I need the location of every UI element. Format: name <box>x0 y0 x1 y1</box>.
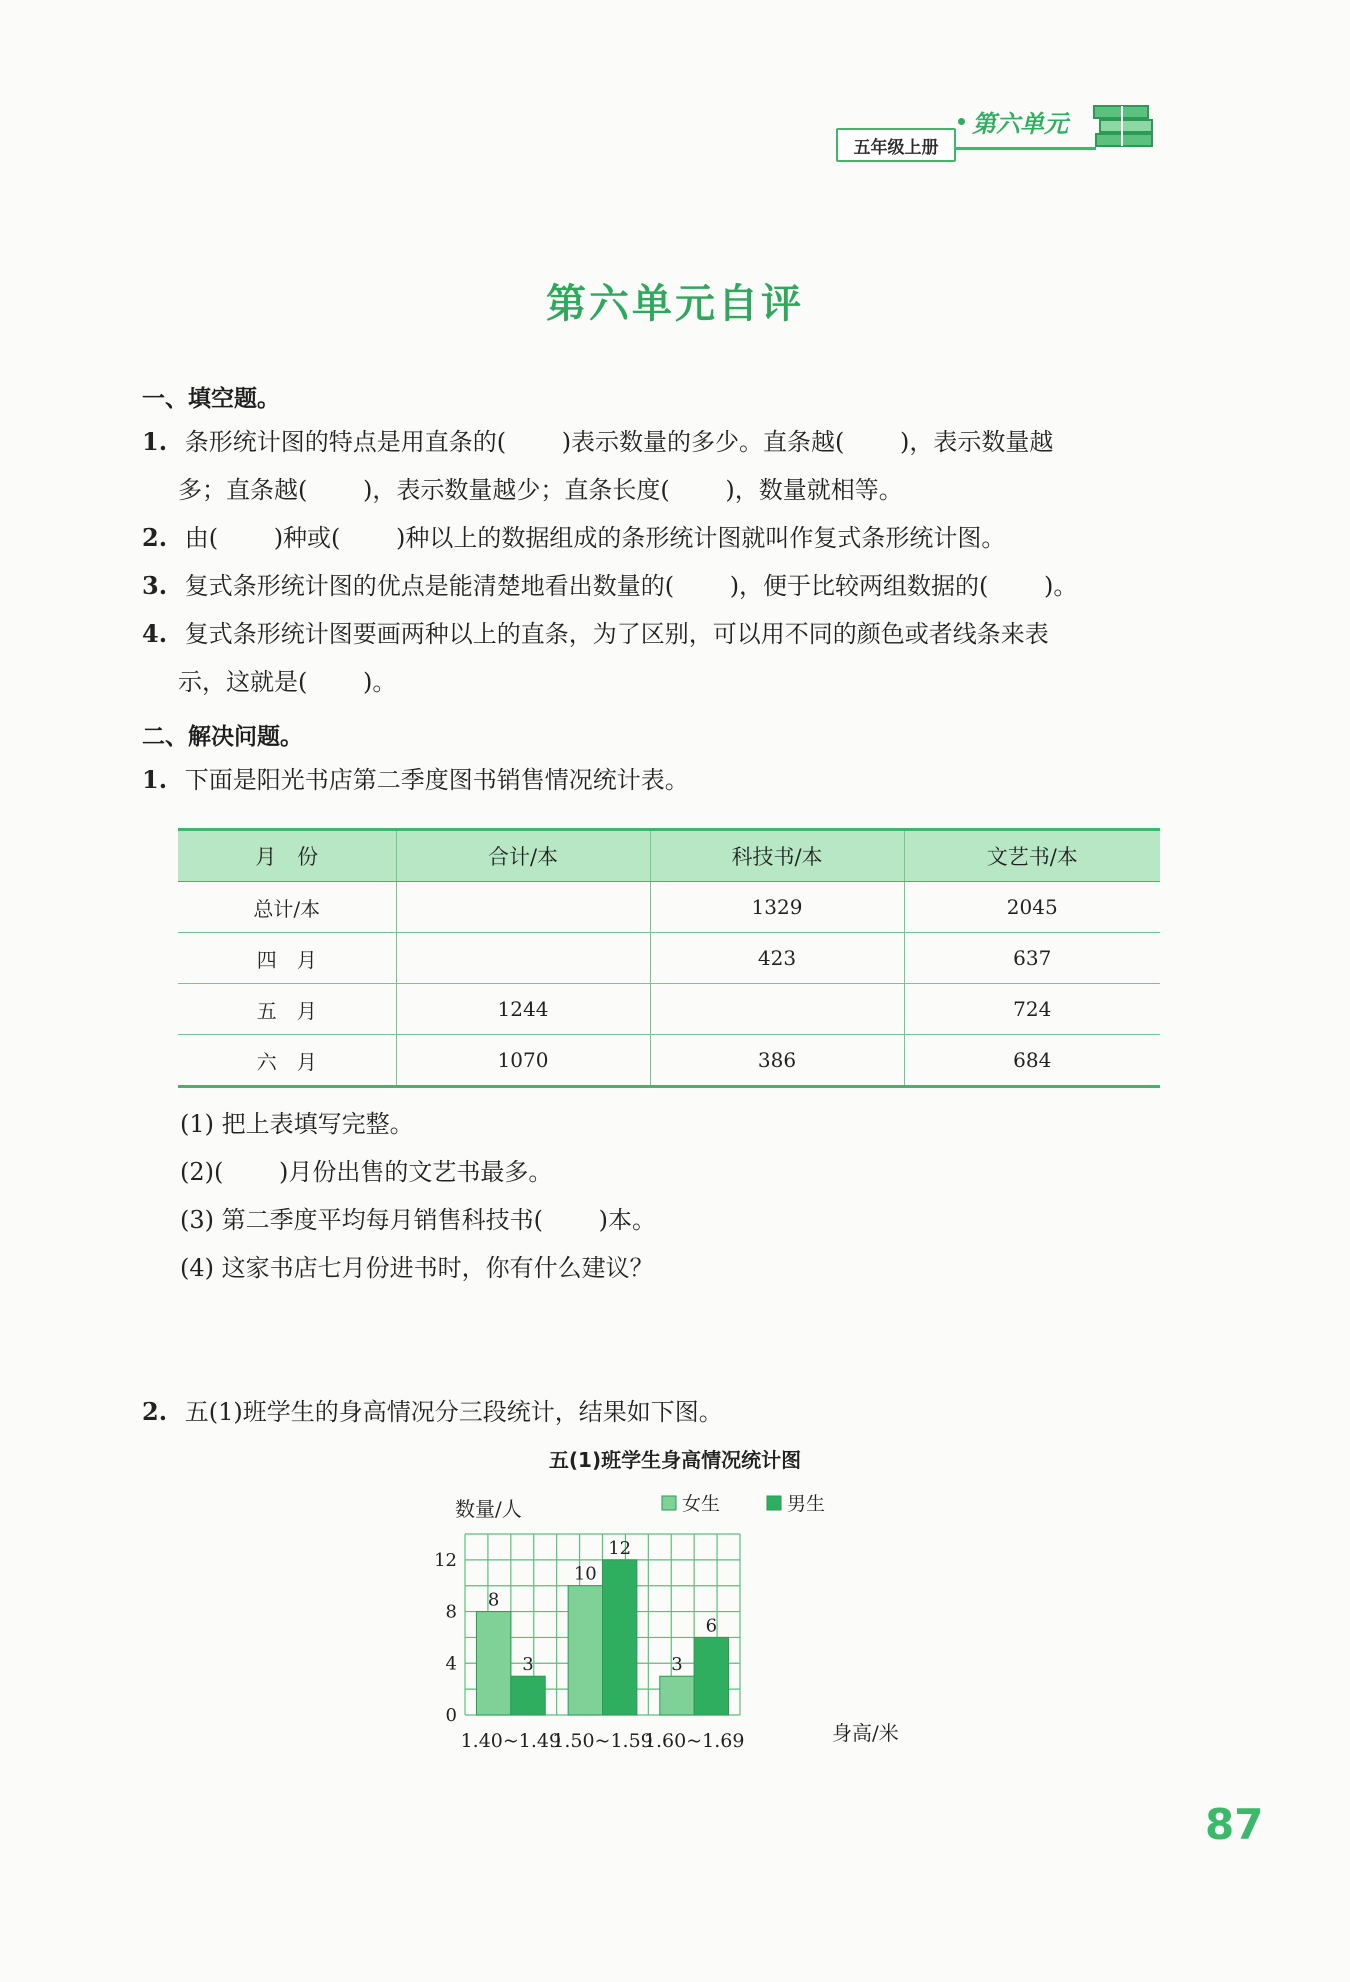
bar-value-label: 6 <box>705 1615 718 1637</box>
legend-swatch-1 <box>767 1496 781 1510</box>
p2-number: 2. <box>142 1397 168 1426</box>
p2-text: 五(1)班学生的身高情况分三段统计，结果如下图。 <box>184 1398 723 1426</box>
bar-value-label: 12 <box>608 1537 632 1559</box>
y-axis-ticks <box>434 1550 457 1726</box>
legend-label-1: 男生 <box>787 1493 826 1515</box>
y-axis-label: 数量/人 <box>455 1497 522 1521</box>
bar-girls-1 <box>568 1586 602 1715</box>
table-cell: 386 <box>650 1035 904 1087</box>
table-cell: 六 月 <box>178 1035 396 1087</box>
y-tick-label: 12 <box>434 1549 457 1571</box>
bar-girls-2 <box>660 1676 694 1715</box>
bar-value-label: 10 <box>573 1563 597 1585</box>
grade-badge: 五年级上册 <box>836 128 956 162</box>
sales-table <box>178 828 1160 1088</box>
table-cell: 724 <box>904 984 1160 1035</box>
p1-line <box>142 765 689 794</box>
table-cell: 2045 <box>904 882 1160 933</box>
q4-number: 4. <box>142 619 168 648</box>
table-row <box>178 882 1160 933</box>
q3-number: 3. <box>142 571 168 600</box>
p1-number: 1. <box>142 765 168 794</box>
y-tick-label: 8 <box>445 1601 457 1623</box>
sub-question-1: (1) 把上表填写完整。 <box>180 1110 414 1138</box>
bar-boys-2 <box>694 1637 728 1715</box>
header-month: 月 份 <box>178 830 396 882</box>
x-tick-label: 1.50~1.59 <box>552 1730 653 1752</box>
page-title: 第六单元自评 <box>546 280 804 327</box>
legend-swatch-0 <box>662 1496 676 1510</box>
section1-heading: 一、填空题。 <box>142 386 280 412</box>
table-cell: 1070 <box>396 1035 650 1087</box>
page-number: 87 <box>1205 1800 1264 1849</box>
table-cell: 五 月 <box>178 984 396 1035</box>
table-cell: 637 <box>904 933 1160 984</box>
header-total: 合计/本 <box>396 830 650 882</box>
header-rule <box>956 147 1096 150</box>
q1-line2: 多；直条越( )，表示数量越少；直条长度( )，数量就相等。 <box>178 476 903 504</box>
table-cell: 1244 <box>396 984 650 1035</box>
height-bar-chart <box>400 1480 960 1760</box>
x-axis-label: 身高/米 <box>832 1721 899 1745</box>
header-science: 科技书/本 <box>650 830 904 882</box>
q1-number: 1. <box>142 427 168 456</box>
bar-boys-0 <box>511 1676 545 1715</box>
q2-number: 2. <box>142 523 168 552</box>
table-cell: 四 月 <box>178 933 396 984</box>
table-cell: 423 <box>650 933 904 984</box>
q2-line <box>142 523 1006 552</box>
q4-line1 <box>142 619 1049 648</box>
section2-heading: 二、解决问题。 <box>142 724 303 750</box>
table-cell-blank[interactable] <box>396 933 650 984</box>
q3-line <box>142 571 1078 600</box>
table-cell: 1329 <box>650 882 904 933</box>
y-tick-label: 0 <box>445 1705 457 1726</box>
q1-line1 <box>142 427 1054 456</box>
q3-text: 复式条形统计图的优点是能清楚地看出数量的( )，便于比较两组数据的( )。 <box>184 572 1078 600</box>
legend-label-0: 女生 <box>682 1493 721 1515</box>
x-axis-ticks <box>461 1730 745 1752</box>
table-cell-blank[interactable] <box>650 984 904 1035</box>
p1-text: 下面是阳光书店第二季度图书销售情况统计表。 <box>184 766 689 794</box>
table-header-row <box>178 830 1160 882</box>
header-literature: 文艺书/本 <box>904 830 1160 882</box>
bar-value-label: 8 <box>487 1589 500 1611</box>
table-cell: 总计/本 <box>178 882 396 933</box>
chart-title: 五(1)班学生身高情况统计图 <box>548 1448 802 1472</box>
q4-text1: 复式条形统计图要画两种以上的直条，为了区别，可以用不同的颜色或者线条来表 <box>184 620 1049 648</box>
q4-line2: 示，这就是( )。 <box>178 668 397 696</box>
table-row <box>178 984 1160 1035</box>
p2-line <box>142 1397 723 1426</box>
q1-text1: 条形统计图的特点是用直条的( )表示数量的多少。直条越( )，表示数量越 <box>184 428 1054 456</box>
badge-dot-icon <box>958 118 965 125</box>
table-cell: 684 <box>904 1035 1160 1087</box>
bar-value-label: 3 <box>522 1654 534 1676</box>
q2-text: 由( )种或( )种以上的数据组成的条形统计图就叫作复式条形统计图。 <box>184 524 1006 552</box>
unit-badge: 第六单元 <box>972 110 1068 138</box>
books-icon <box>1090 96 1160 158</box>
sub-question-2: (2)( )月份出售的文艺书最多。 <box>180 1158 553 1186</box>
table-row <box>178 1035 1160 1087</box>
chart-bars <box>476 1538 728 1715</box>
bar-girls-0 <box>476 1612 510 1715</box>
x-tick-label: 1.60~1.69 <box>643 1730 745 1752</box>
sub-question-4: (4) 这家书店七月份进书时，你有什么建议？ <box>180 1254 654 1282</box>
y-tick-label: 4 <box>445 1653 457 1675</box>
chart-legend <box>662 1493 825 1515</box>
bar-boys-1 <box>603 1560 637 1715</box>
x-tick-label: 1.40~1.49 <box>460 1730 562 1752</box>
sub-question-3: (3) 第二季度平均每月销售科技书( )本。 <box>180 1206 656 1234</box>
table-row <box>178 933 1160 984</box>
bar-value-label: 3 <box>671 1654 683 1676</box>
table-cell-blank[interactable] <box>396 882 650 933</box>
